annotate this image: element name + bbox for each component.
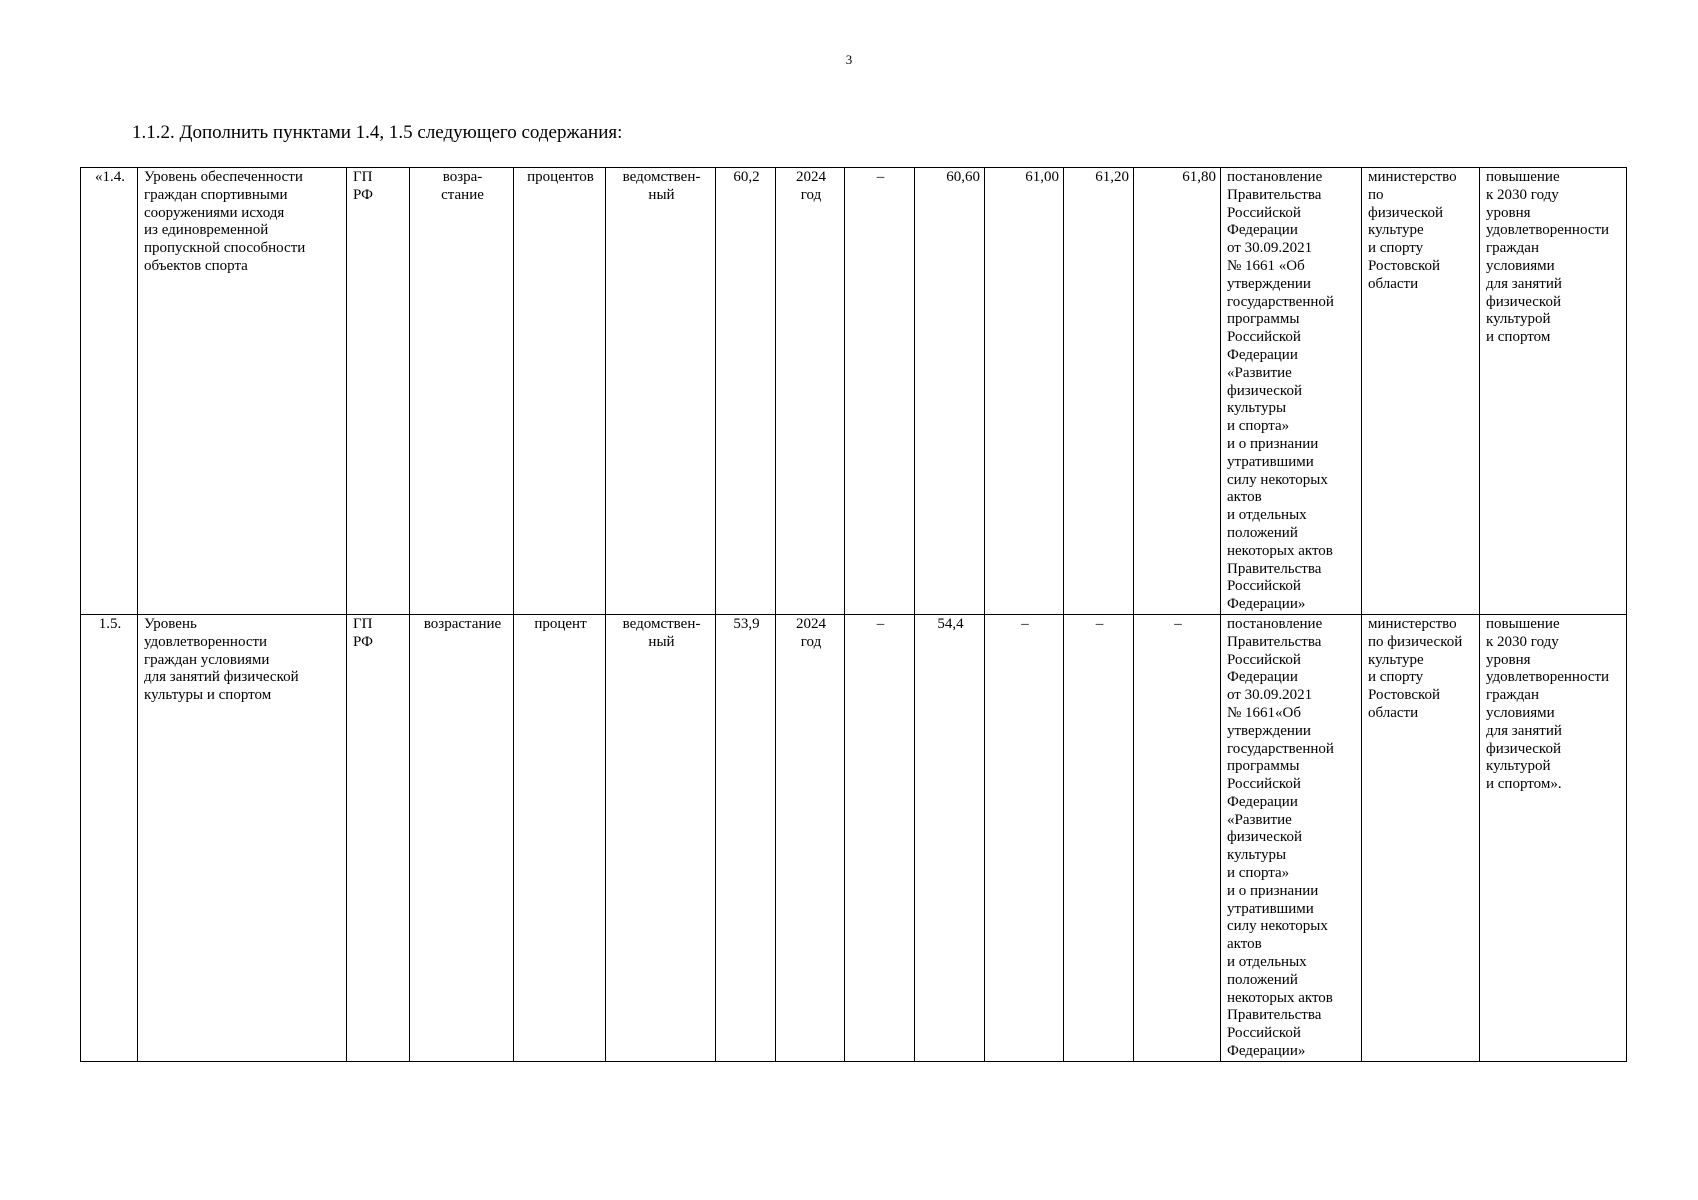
indicator-trend: возра- стание bbox=[410, 168, 514, 615]
value-cell: 60,60 bbox=[915, 168, 985, 615]
value-cell: – bbox=[985, 614, 1064, 1061]
responsible-body: министерство по физической культуре и спорту Ростовской области bbox=[1362, 614, 1480, 1061]
indicator-trend: возрастание bbox=[410, 614, 514, 1061]
value-cell: 61,20 bbox=[1064, 168, 1134, 615]
goal-link: повышение к 2030 году уровня удовлетворенности граждан условиями для занятий физической культурой и спортом». bbox=[1480, 614, 1627, 1061]
page-number: 3 bbox=[845, 52, 853, 67]
value-cell: – bbox=[1134, 614, 1221, 1061]
table-row bbox=[81, 168, 1627, 615]
base-value: 60,2 bbox=[716, 168, 776, 615]
indicator-type: ведомствен- ный bbox=[606, 614, 716, 1061]
indicator-name: Уровень обеспеченности граждан спортивными сооружениями исходя из единовременной пропускной способности объектов спорта bbox=[138, 168, 347, 615]
amendment-heading: 1.1.2. Дополнить пунктами 1.4, 1.5 следующего содержания: bbox=[132, 122, 623, 143]
value-cell: 61,00 bbox=[985, 168, 1064, 615]
indicator-name: Уровень удовлетворенности граждан условиями для занятий физической культуры и спортом bbox=[138, 614, 347, 1061]
indicator-unit: процент bbox=[514, 614, 606, 1061]
row-number: 1.5. bbox=[81, 614, 138, 1061]
base-value: 53,9 bbox=[716, 614, 776, 1061]
goal-link: повышение к 2030 году уровня удовлетворенности граждан условиями для занятий физической культурой и спортом bbox=[1480, 168, 1627, 615]
normative-document: постановление Правительства Российской Федерации от 30.09.2021 № 1661«Об утверждении государственной программы Российской Федерации «Развитие физической культуры и спорта» и о признании утратившими силу некоторых актов и отдельных положений некоторых актов Правительства Российской Федерации» bbox=[1221, 614, 1362, 1061]
indicators-table bbox=[80, 167, 1627, 1062]
value-cell: – bbox=[1064, 614, 1134, 1061]
value-cell: – bbox=[845, 168, 915, 615]
table-row bbox=[81, 614, 1627, 1061]
base-year: 2024 год bbox=[776, 168, 845, 615]
row-number: «1.4. bbox=[81, 168, 138, 615]
normative-document: постановление Правительства Российской Федерации от 30.09.2021 № 1661 «Об утверждении государственной программы Российской Федерации «Развитие физической культуры и спорта» и о признании утратившими силу некоторых актов и отдельных положений некоторых актов Правительства Российской Федерации» bbox=[1221, 168, 1362, 615]
indicator-level: ГП РФ bbox=[347, 168, 410, 615]
indicator-unit: процентов bbox=[514, 168, 606, 615]
value-cell: 61,80 bbox=[1134, 168, 1221, 615]
base-year: 2024 год bbox=[776, 614, 845, 1061]
value-cell: 54,4 bbox=[915, 614, 985, 1061]
indicator-type: ведомствен- ный bbox=[606, 168, 716, 615]
indicator-level: ГП РФ bbox=[347, 614, 410, 1061]
responsible-body: министерство по физической культуре и спорту Ростовской области bbox=[1362, 168, 1480, 615]
value-cell: – bbox=[845, 614, 915, 1061]
